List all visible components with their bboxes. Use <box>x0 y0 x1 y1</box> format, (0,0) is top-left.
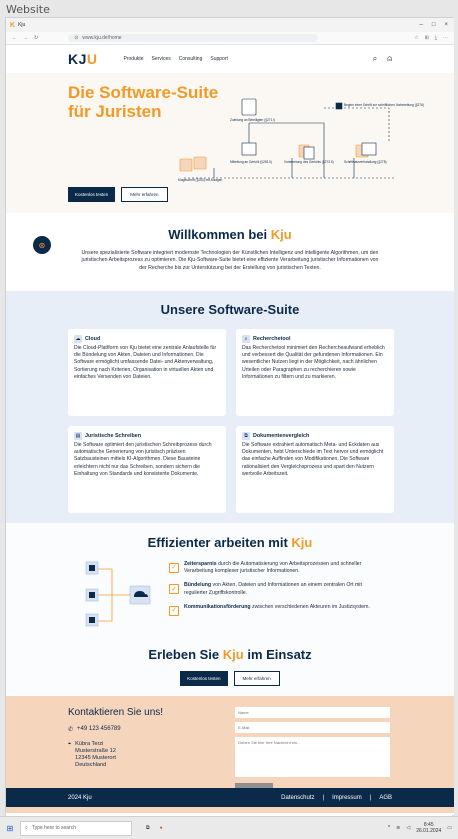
task-view-icon[interactable]: ⧉ <box>146 825 150 831</box>
window-title: Website <box>6 3 50 16</box>
name-input[interactable] <box>235 707 390 718</box>
document-icon <box>304 147 314 159</box>
lock-icon: ⊙ <box>74 35 79 41</box>
hero-section <box>6 73 454 213</box>
process-flow-diagram <box>174 93 424 193</box>
card-recherchetool[interactable] <box>236 329 394 416</box>
hero-trial-button[interactable]: Kostenlos testen <box>68 187 115 202</box>
forward-icon[interactable]: → <box>23 35 28 41</box>
card-text: Das Recherchetool minimiert den Rechercheaufwand erheblich und verbessert die Qualität der gefundenen Informationen. Ein wesentlicher Nutzen liegt in der Möglichkeit, nach ähnlichen Urteilen oder Paragraphen zu recherchieren sowie Informationen zu filtern und zu markieren. <box>242 345 385 380</box>
card-cloud[interactable] <box>68 329 226 416</box>
volume-icon[interactable]: ◁ <box>406 825 411 831</box>
card-title: Cloud <box>85 336 101 342</box>
card-title: Recherchetool <box>253 336 291 342</box>
user-search-icon: ⊛ <box>33 236 51 254</box>
suite-title: Unsere Software-Suite <box>160 302 300 317</box>
check-icon: ✓ <box>169 584 179 594</box>
contact-title: Kontaktieren Sie uns! <box>68 707 164 718</box>
hero-title: Die Software-Suite für Juristen <box>68 83 219 121</box>
demo-trial-button[interactable]: Kostenlos testen <box>180 671 227 686</box>
compare-documents-icon: ⧉ <box>242 432 250 440</box>
benefit-zeitersparnis: ✓ Zeitersparnis durch die Automatisierung von Arbeitsprozessen und schneller Verarbeitung komplexer juristischer Informationen. <box>169 561 379 575</box>
tab-title: Kju <box>18 22 26 28</box>
cloud-bundling-diagram <box>82 561 162 631</box>
web-page <box>6 45 454 815</box>
site-logo[interactable]: KJU <box>68 51 98 67</box>
software-suite-section <box>6 291 454 523</box>
star-icon[interactable]: ☆ <box>414 35 419 41</box>
search-icon: ⌕ <box>25 825 28 831</box>
email-input[interactable] <box>235 722 390 733</box>
card-text: Die Software optimiert den juristischen Schreibprozess durch automatische Generierung von juristisch präzisen Satzbausteinen mittels KI-Algorithmen. Diese Bausteine erleichtern nicht nur das Schreiben, sondern sichern die Einhaltung von Standards und konsistente Dokumente. <box>74 442 212 477</box>
flow-label-klage: Klageschrift (§253) mit Anlagen <box>178 178 223 182</box>
search-icon[interactable]: ⌕ <box>372 54 378 63</box>
demo-more-button[interactable]: Mehr erfahren <box>234 671 280 686</box>
demo-section <box>6 643 454 696</box>
cloud-icon: ☁ <box>75 336 81 342</box>
site-header <box>6 45 454 73</box>
card-dokumentenvergleich[interactable] <box>236 426 394 513</box>
contact-form <box>235 707 390 797</box>
minimize-button[interactable]: – <box>419 22 423 28</box>
reload-icon[interactable]: ↻ <box>34 35 39 41</box>
tab-bar <box>6 18 454 32</box>
tab-logo-icon: K <box>10 21 16 29</box>
phone-icon: ✆ <box>68 727 74 733</box>
card-title: Dokumentenvergleich <box>253 433 310 439</box>
menu-item-produkte[interactable]: Produkte <box>123 56 144 62</box>
search-document-icon: ⌕ <box>242 335 250 343</box>
check-icon: ✓ <box>169 606 179 616</box>
menu-item-services[interactable]: Services <box>151 56 171 62</box>
hero-more-button[interactable]: Mehr erfahren <box>121 187 167 202</box>
maximize-button[interactable]: □ <box>431 22 436 28</box>
clock[interactable]: 8:45 26.01.2024 <box>416 822 442 834</box>
footer-link-datenschutz[interactable]: Datenschutz <box>281 794 315 801</box>
close-button[interactable]: × <box>444 22 448 28</box>
message-textarea[interactable] <box>235 737 390 777</box>
footer-separator: | <box>322 794 325 801</box>
flow-label-zuleitung: Zuleitung an Beteiligten (§271 I) <box>230 118 276 122</box>
contact-address: ⌖ Kübra Terzi Musterstraße 12 12345 Musterort Deutschland <box>68 741 116 768</box>
welcome-text: Unsere spezialisierte Software integriert modernste Technologien der Künstlichen Intelligenz und intelligente Algorithmen, um den juristischen Arbeitsprozess zu optimieren. Die Kju-Software-Suite bietet eine effiziente Verarbeitung juristischer Informationen von der Recherche bis zur Unterstützung bei der Erstellung von juristischen Texten. <box>81 250 379 271</box>
system-tray <box>388 822 458 834</box>
menu-item-consulting[interactable]: Consulting <box>178 56 203 62</box>
document-icon <box>242 99 256 115</box>
efficiency-title: Effizienter arbeiten mit Kju <box>147 535 313 550</box>
user-icon[interactable]: ⍝ <box>387 54 392 63</box>
browser-window <box>5 17 453 833</box>
url-text: www.kju.de/home <box>82 35 122 41</box>
network-icon[interactable]: ≋ <box>396 825 401 831</box>
flow-label-schriftsatz: Schriftsatzverhandlung (§278) <box>344 160 387 164</box>
demo-title: Erleben Sie Kju im Einsatz <box>148 647 312 662</box>
menu-item-support[interactable]: Support <box>210 56 228 62</box>
contact-phone: ✆ +49 123 456789 <box>68 726 121 733</box>
footer-link-agb[interactable]: AGB <box>379 794 392 801</box>
check-icon: ✓ <box>169 563 179 573</box>
flow-label-vorbereitung: Vorbereitung des Gerichts (§273 II) <box>284 160 334 164</box>
benefit-buendelung: ✓ Bündelung von Akten, Dateien und Informationen an einem zentralen Ort mit regulierter Zugriffskontrolle. <box>169 582 379 596</box>
site-footer <box>6 788 454 807</box>
card-juristische-schreiben[interactable] <box>68 426 226 513</box>
menu-icon[interactable]: ⋯ <box>443 35 448 41</box>
court-icon <box>242 143 256 155</box>
footer-copyright: 2024 Kju <box>68 794 92 801</box>
benefit-kommunikation: ✓ Kommunikationsförderung zwischen verschiedenen Akteuren im Justizsystem. <box>169 604 379 616</box>
footer-link-impressum[interactable]: Impressum <box>332 794 362 801</box>
download-icon[interactable]: ⤓ <box>434 35 437 41</box>
card-text: Die Cloud-Plattform von Kju bietet eine zentrale Anlaufstelle für die Bündelung von Akten, Dateien und Informationen. Die Software ermöglicht umfassende Datei- und Aktenverwaltung, Sortierung nach Kriterien, Organisation in virtuellen Akten und einfaches Versenden von Dateien. <box>74 345 217 380</box>
location-pin-icon: ⌖ <box>68 741 72 747</box>
taskbar-search-placeholder: Type here to search <box>31 825 77 831</box>
notification-icon[interactable]: ▭ <box>447 825 452 831</box>
card-text: Die Software extrahiert automatisch Meta- und Eckdaten aus Dokumenten, hebt Unterschiede im Text hervor und ermöglicht das einfache Auffinden von Modifikationen. Die Software rationalisiert den Vergleichsprozess und spart den Nutzern wertvolle Arbeitszeit. <box>242 442 384 477</box>
browser-app-icon[interactable]: ● <box>159 825 163 831</box>
address-bar-row <box>6 32 454 45</box>
window-controls <box>420 22 454 28</box>
flow-label-beginn: Beginn einer Schrift zur schriftlichen Vorbereitung (§276) <box>344 103 424 107</box>
flow-label-mitteilung: Mitteilung an Gericht (§253 II) <box>230 160 272 164</box>
welcome-section <box>6 213 454 291</box>
chevron-up-icon[interactable]: ^ <box>387 825 391 831</box>
taskbar-search[interactable] <box>20 821 132 836</box>
welcome-title: Willkommen bei Kju <box>168 227 292 242</box>
url-field[interactable] <box>68 34 318 42</box>
back-icon[interactable]: ← <box>12 35 17 41</box>
extensions-icon[interactable]: ⊞ <box>424 35 429 41</box>
main-menu <box>124 56 228 62</box>
footer-separator: | <box>369 794 372 801</box>
efficiency-section <box>6 523 454 643</box>
browser-tab[interactable] <box>6 22 25 29</box>
card-title: Juristische Schreiben <box>85 433 142 439</box>
court-icon <box>362 143 376 155</box>
document-icon: ▤ <box>75 433 81 439</box>
windows-start-icon[interactable]: ⊞ <box>6 823 14 833</box>
taskbar <box>0 816 458 839</box>
